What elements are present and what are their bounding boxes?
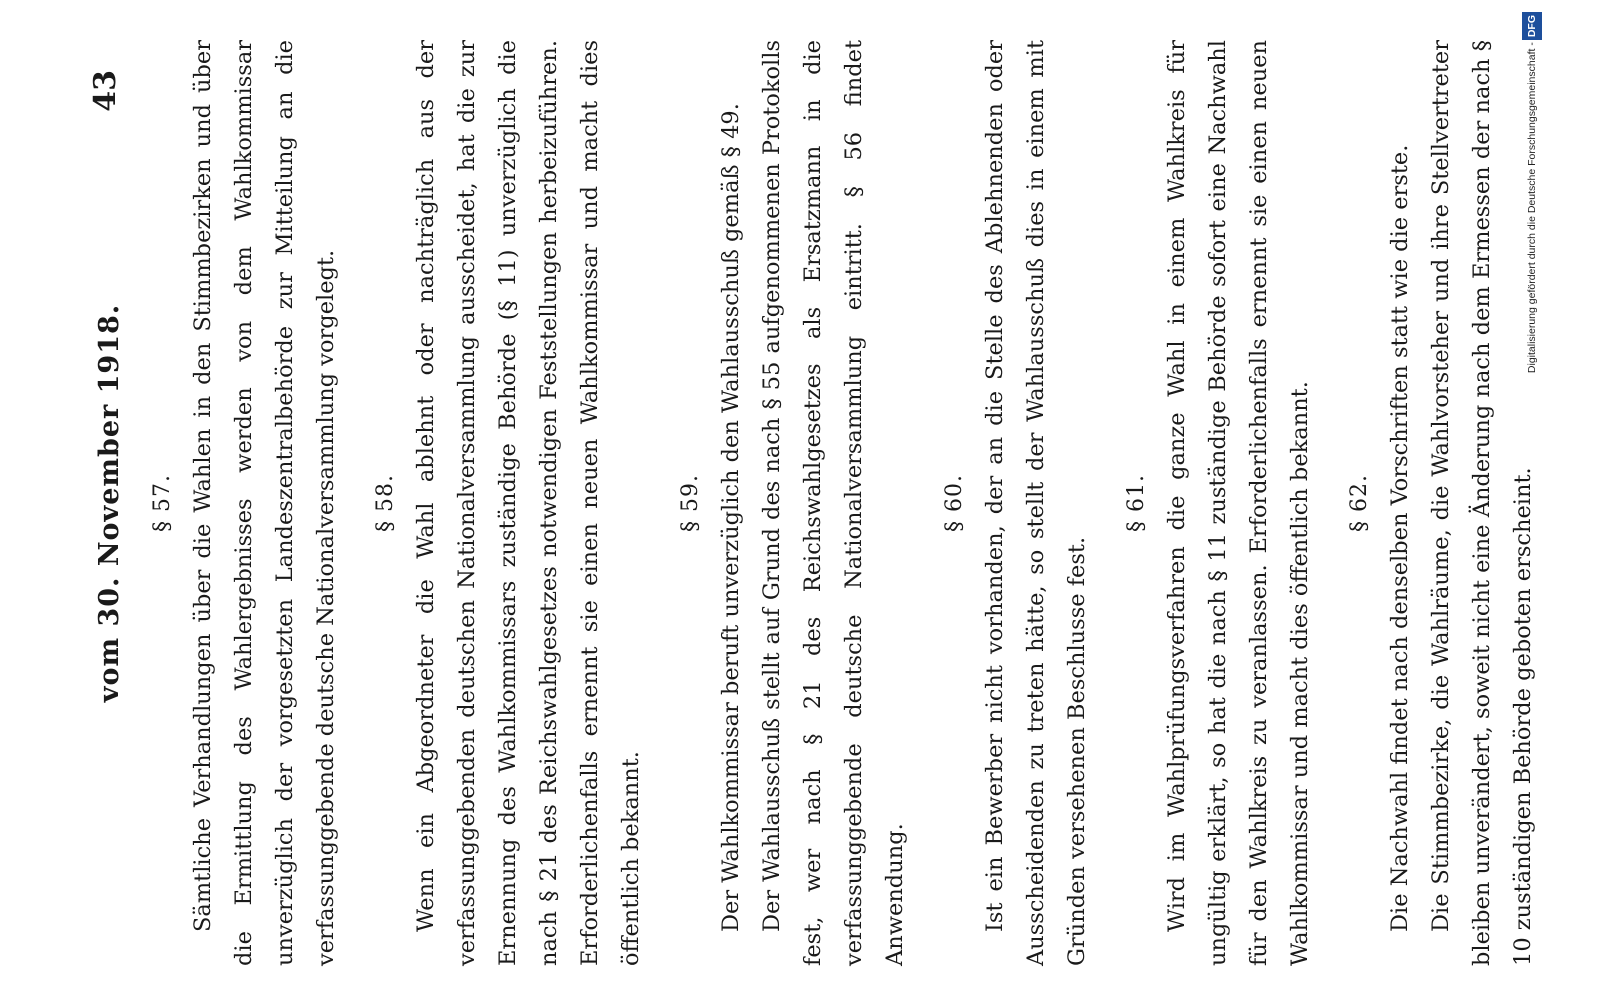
section-heading: § 59. [678,474,703,532]
section-heading: § 60. [942,474,967,532]
section-59 [678,40,916,966]
paragraph: Wenn ein Abgeordneter die Wahl ablehnt oder nachträglich aus der verfassunggebenden deutschen Nationalversammlung ausscheidet, hat die zur Ernennung des Wahlkommissars zuständige Behörde (§ 11) unverzüglich die nach § 21 des Reichswahlgesetzes notwendigen Feststellungen herbeizuführen. Erforderlichenfalls ernennt sie einen neuen Wahlkommissar und macht dies öffentlich bekannt. [413,40,644,966]
funding-note [1522,12,1542,972]
paragraph: Ist ein Bewerber nicht vorhanden, der an die Stelle des Ablehnenden oder Ausscheidenden zu treten hätte, so stellt der Wahlausschuß dies in einem mit Gründen versehenen Beschlusse fest. [982,40,1090,966]
section-heading: § 58. [373,474,398,532]
page-title: vom 30. November 1918. [94,303,125,703]
dfg-logo-badge: DFG [1522,12,1542,40]
section-62 [1347,40,1544,966]
section-heading: § 61. [1124,474,1149,532]
page-header [88,40,128,966]
paragraph: Die Stimmbezirke, die Wahlräume, die Wahlvorsteher und ihre Stellvertreter bleiben unverändert, soweit nicht eine Änderung nach dem Ermessen der nach § 10 zuständigen Behörde geboten erscheint. [1428,40,1536,966]
paragraph: Die Nachwahl findet nach denselben Vorschriften statt wie die erste. [1387,144,1413,932]
section-60 [942,40,1098,966]
page-number: 43 [88,70,123,112]
section-heading: § 57. [150,474,175,532]
paragraph: Der Wahlausschuß stellt auf Grund des nach § 55 aufgenommenen Protokolls fest, wer nach § 21 des Reichswahlgesetzes als Ersatzmann in die verfassunggebende deutsche Nationalversammlung eintritt. § 56 findet Anwendung. [759,40,908,966]
funding-note-text: Digitalisierung gefördert durch die Deutsche Forschungsgemeinschaft - [1526,42,1538,374]
section-heading: § 62. [1347,474,1372,532]
paragraph: Wird im Wahlprüfungsverfahren die ganze Wahl in einem Wahlkreis für ungültig erklärt, so hat die nach § 11 zuständige Behörde sofort eine Nachwahl für den Wahlkreis zu veranlassen. Erforderlichenfalls ernennt sie einen neuen Wahlkommissar und macht dies öffentlich bekannt. [1164,40,1313,966]
paragraph: Der Wahlkommissar beruft unverzüglich den Wahlausschuß gemäß § 49. [718,103,744,932]
section-58 [373,40,652,966]
paragraph: Sämtliche Verhandlungen über die Wahlen in den Stimmbezirken und über die Ermittlung des Wahlergebnisses werden von dem Wahlkommissar unverzüglich der vorgesetzten Landeszentralbehörde zur Mitteilung an die verfassunggebende deutsche Nationalversammlung vorgelegt. [190,40,339,966]
section-61 [1124,40,1321,966]
section-57 [150,40,347,966]
